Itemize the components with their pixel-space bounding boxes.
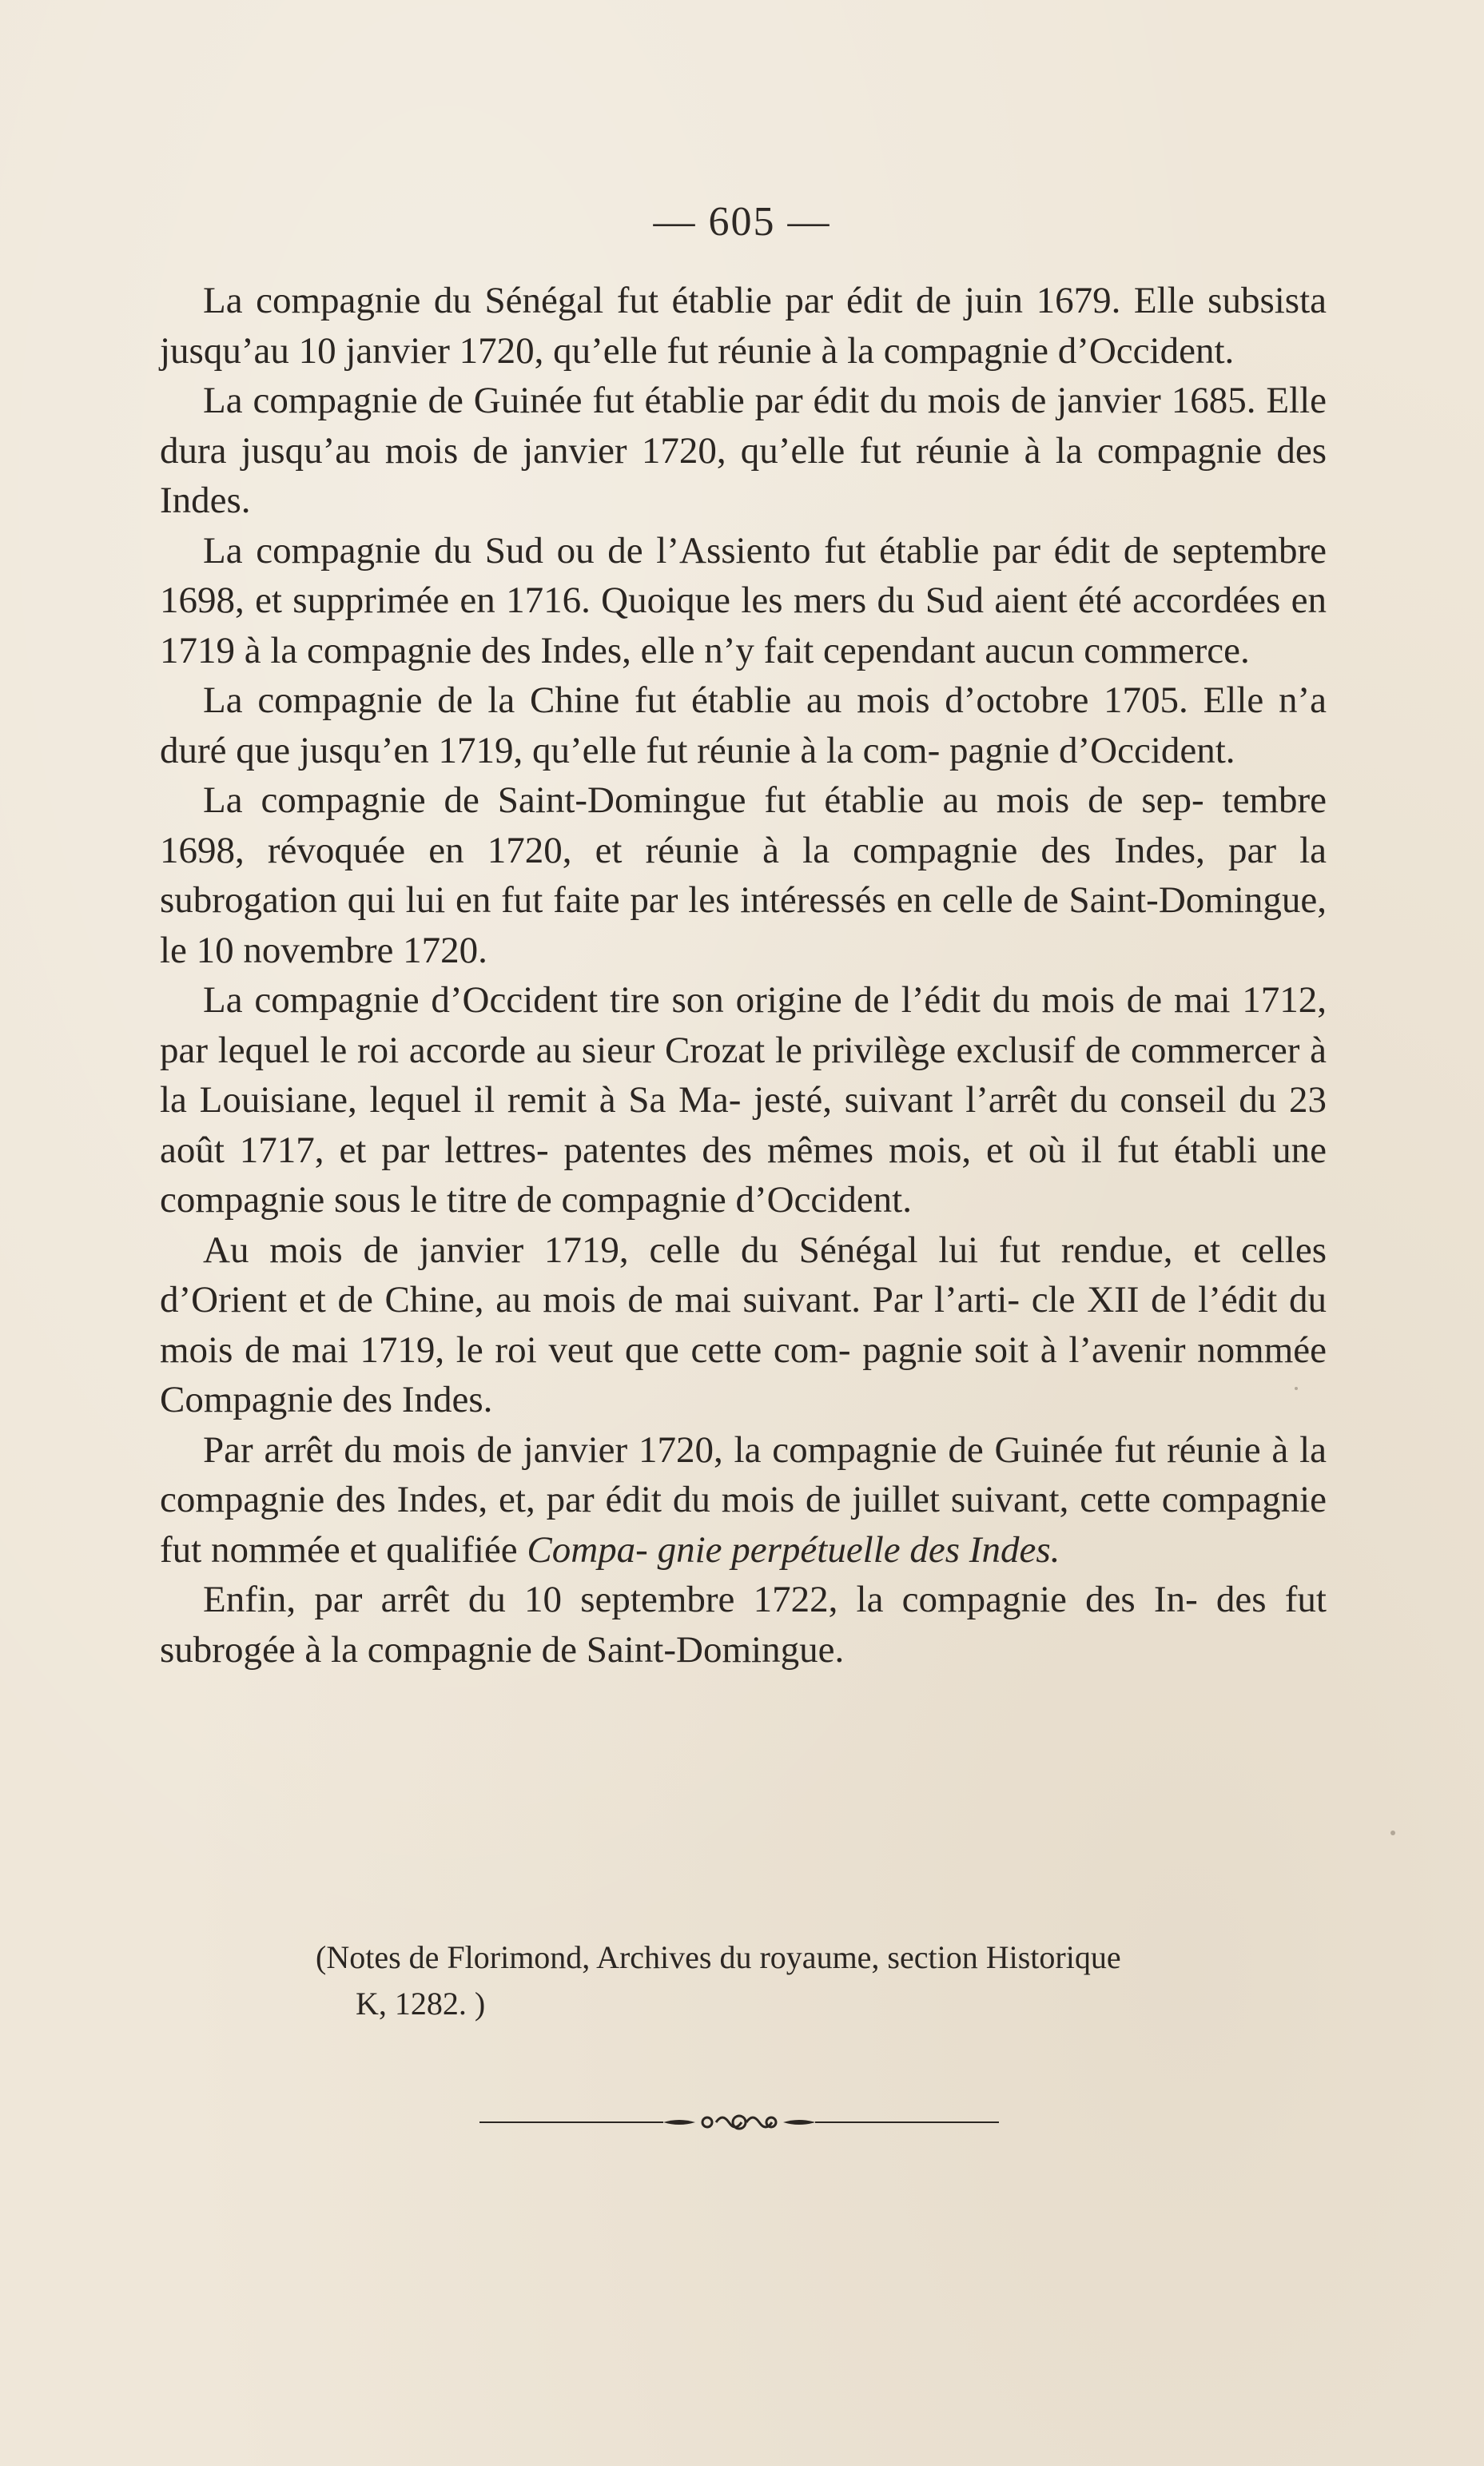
- line: Elle n’a duré que jusqu’en 1719, qu’elle fut réunie à la com-: [160, 679, 1327, 771]
- paragraph-janvier-1719: [160, 1225, 1327, 1425]
- line: tembre 1698, révoquée en 1720, et réunie à la compagnie des: [160, 779, 1327, 871]
- paragraph-guinee: [160, 376, 1327, 526]
- line: septembre 1698, et supprimée en 1716. Quoique les mers du: [160, 529, 1327, 621]
- line: La compagnie du Sud ou de l’Assiento fut établie par édit de: [203, 529, 1160, 572]
- line: La compagnie du Sénégal fut établie par édit de juin 1679.: [203, 280, 1121, 321]
- paragraph-arret-1720: [160, 1425, 1327, 1576]
- line: celle de Saint-Domingue, le 10 novembre 1720.: [160, 879, 1327, 971]
- line: Elle subsista jusqu’au 10 janvier 1720, qu’elle fut réunie à la: [160, 280, 1327, 372]
- line: patentes des mêmes mois, et où il fut établi une compagnie sous: [160, 1129, 1327, 1221]
- paragraph-occident: [160, 975, 1327, 1225]
- line: juillet suivant, cette compagnie fut nommée et qualifiée: [160, 1479, 1327, 1571]
- line: Enfin, par arrêt du 10 septembre 1722, la compagnie des In-: [203, 1579, 1198, 1620]
- line: fut réunie à la compagnie des Indes, et, par édit du mois de: [160, 1428, 1327, 1520]
- line: Indes, par la subrogation qui lui en fut faite par les intéressés en: [160, 829, 1327, 921]
- line: pagnie d’Occident.: [949, 729, 1235, 771]
- paper-speck: [1391, 1831, 1395, 1835]
- line: exclusif de commercer à la Louisiane, lequel il remit à Sa Ma-: [160, 1029, 1327, 1121]
- printer-ornament-rule-icon: [479, 2106, 999, 2138]
- line: Sud aient été accordées en 1719 à la compagnie des Indes, elle: [160, 580, 1327, 671]
- paragraph-chine: [160, 675, 1327, 775]
- paper-speck: [1295, 1387, 1298, 1390]
- line: mai 1712, par lequel le roi accorde au sieur Crozat le privilège: [160, 979, 1327, 1071]
- italic-title-part: Compa-: [527, 1528, 648, 1571]
- line: La compagnie de Guinée fut établie par édit du mois de janvier: [203, 380, 1161, 421]
- line: La compagnie d’Occident tire son origine de l’édit du mois de: [203, 979, 1163, 1021]
- line: 1685. Elle dura jusqu’au mois de janvier 1720, qu’elle fut réunie: [160, 380, 1327, 472]
- page-number: — 605 —: [653, 199, 831, 245]
- paragraph-senegal: [160, 276, 1327, 376]
- italic-title-part: gnie perpétuelle des Indes.: [657, 1528, 1060, 1571]
- source-note-line: (Notes de Florimond, Archives du royaume, section Historique: [316, 1939, 1121, 1975]
- line: à la compagnie des Indes.: [160, 429, 1327, 521]
- line: Au mois de janvier 1719, celle du Sénégal lui fut rendue, et: [203, 1229, 1221, 1271]
- paragraph-saint-domingue: [160, 775, 1327, 975]
- source-note-line: K, 1282. ): [356, 1986, 486, 2022]
- body-text: [160, 276, 1327, 1675]
- paragraph-sud-assiento: [160, 526, 1327, 676]
- line: La compagnie de Saint-Domingue fut établie au mois de sep-: [203, 779, 1204, 821]
- line: n’y fait cependant aucun commerce.: [704, 629, 1250, 671]
- line: Par arrêt du mois de janvier 1720, la compagnie de Guinée: [203, 1428, 1104, 1471]
- line: pagnie soit à l’avenir nommée Compagnie des Indes.: [160, 1329, 1327, 1420]
- line: La compagnie de la Chine fut établie au mois d’octobre 1705.: [203, 679, 1188, 721]
- line: compagnie d’Occident.: [883, 329, 1235, 372]
- source-note: [316, 1934, 1323, 2027]
- paragraph-enfin: [160, 1575, 1327, 1675]
- line: des fut subrogée à la compagnie de Saint-Domingue.: [160, 1579, 1327, 1671]
- line: le titre de compagnie d’Occident.: [410, 1179, 912, 1221]
- line: celles d’Orient et de Chine, au mois de mai suivant. Par l’arti-: [160, 1229, 1327, 1321]
- line: jesté, suivant l’arrêt du conseil du 23 août 1717, et par lettres-: [160, 1079, 1327, 1171]
- line: cle XII de l’édit du mois de mai 1719, le roi veut que cette com-: [160, 1279, 1327, 1371]
